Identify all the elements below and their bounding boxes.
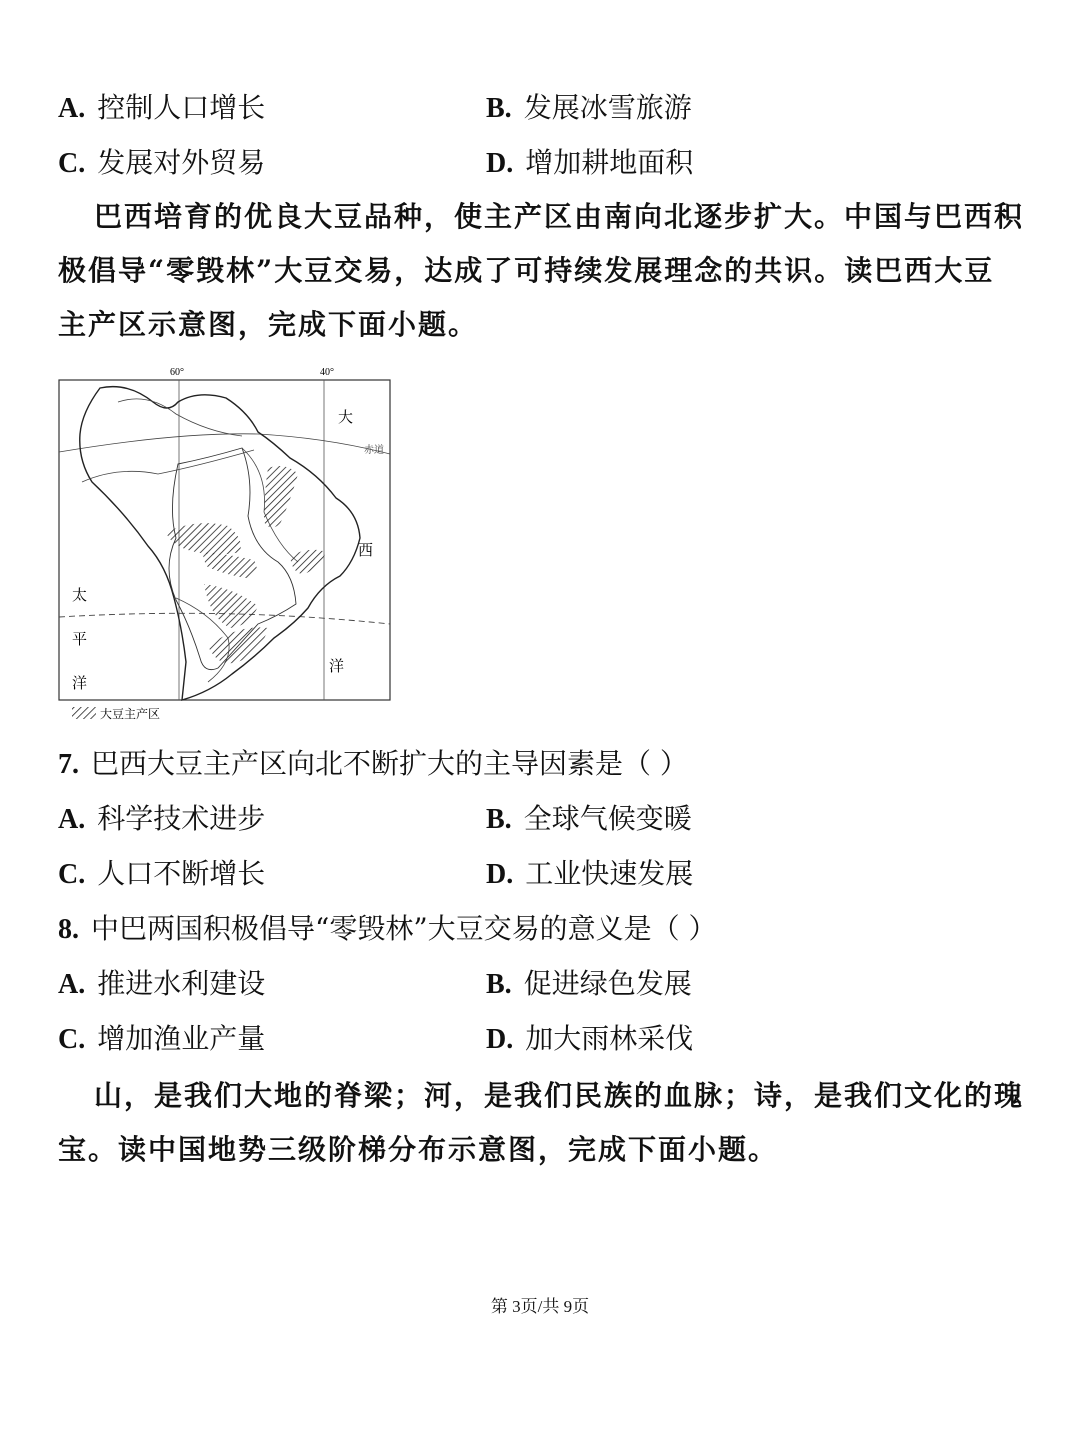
lon-60-label: 60°: [170, 367, 184, 378]
amazon-river: [82, 450, 254, 482]
q7-option-a[interactable]: [58, 799, 265, 840]
option-letter: C.: [58, 1024, 86, 1055]
option-text: 加大雨林采伐: [525, 1022, 694, 1055]
q6-option-c[interactable]: [58, 143, 265, 184]
question-number: 8.: [58, 914, 79, 945]
q8-option-a[interactable]: [58, 964, 265, 1005]
option-text: 推进水利建设: [97, 967, 266, 1000]
soy-area-1: [166, 523, 241, 554]
q7-stem: [58, 744, 688, 785]
option-text: 增加耕地面积: [525, 146, 694, 179]
pacific-label-3: 洋: [72, 674, 88, 692]
q7-option-b[interactable]: [486, 799, 692, 840]
pacific-label-2: 平: [72, 630, 88, 648]
q8-stem: [58, 909, 717, 950]
intro-text: 巴西培育的优良大豆品种，使主产区由南向北逐步扩大。中国与巴西积极倡导“零毁林”大豆交易，达成了可持续发展理念的共识。读巴西大豆主产区示意图，完成下面小题。: [58, 200, 1025, 341]
intro-paragraph-china: [58, 1069, 1024, 1177]
option-text: 促进绿色发展: [523, 967, 692, 1000]
option-letter: D.: [486, 148, 514, 179]
option-letter: A.: [58, 93, 86, 124]
option-letter: C.: [58, 148, 86, 179]
option-letter: B.: [486, 93, 512, 124]
question-text: 中巴两国积极倡导“零毁林”大豆交易的意义是（ ）: [91, 912, 717, 945]
q6-option-a[interactable]: [58, 88, 265, 129]
option-letter: B.: [486, 969, 512, 1000]
option-text: 工业快速发展: [525, 857, 694, 890]
soy-area-3: [264, 466, 298, 528]
legend-swatch: [72, 707, 96, 719]
option-text: 全球气候变暖: [523, 802, 692, 835]
question-number: 7.: [58, 749, 79, 780]
option-text: 控制人口增长: [97, 91, 266, 124]
page-footer: 第 3页/共 9页: [490, 1297, 590, 1316]
pacific-label-1: 太: [72, 586, 88, 604]
northern-border: [118, 399, 242, 436]
brazil-soybean-map: [58, 362, 398, 728]
q8-option-b[interactable]: [486, 964, 692, 1005]
option-text: 增加渔业产量: [97, 1022, 266, 1055]
option-letter: B.: [486, 804, 512, 835]
equator-label: 赤道: [364, 445, 384, 456]
legend-label: 大豆主产区: [100, 707, 161, 721]
option-letter: C.: [58, 859, 86, 890]
option-text: 发展冰雪旅游: [523, 91, 692, 124]
option-text: 发展对外贸易: [97, 146, 266, 179]
option-text: 人口不断增长: [97, 857, 266, 890]
equator-line: [59, 434, 390, 454]
question-text: 巴西大豆主产区向北不断扩大的主导因素是（ ）: [91, 747, 688, 780]
soy-area-2: [202, 552, 257, 578]
intro-paragraph-brazil: [58, 190, 1024, 352]
q8-option-d[interactable]: [486, 1019, 693, 1060]
atlantic-label-3: 洋: [329, 657, 345, 675]
q6-option-d[interactable]: [486, 143, 693, 184]
q6-option-b[interactable]: [486, 88, 692, 129]
intro-text: 山，是我们大地的脊梁；河，是我们民族的血脉；诗，是我们文化的瑰宝。读中国地势三级阶梯分布示意图，完成下面小题。: [58, 1079, 1025, 1166]
option-text: 科学技术进步: [97, 802, 266, 835]
atlantic-label-1: 大: [338, 408, 354, 426]
option-letter: A.: [58, 969, 86, 1000]
lon-40-label: 40°: [320, 367, 334, 378]
atlantic-label-2: 西: [358, 541, 374, 559]
option-letter: D.: [486, 1024, 514, 1055]
soy-area-4: [290, 550, 326, 574]
q7-option-c[interactable]: [58, 854, 265, 895]
q7-option-d[interactable]: [486, 854, 693, 895]
option-letter: D.: [486, 859, 514, 890]
q8-option-c[interactable]: [58, 1019, 265, 1060]
soy-area-6: [208, 627, 268, 663]
option-letter: A.: [58, 804, 86, 835]
